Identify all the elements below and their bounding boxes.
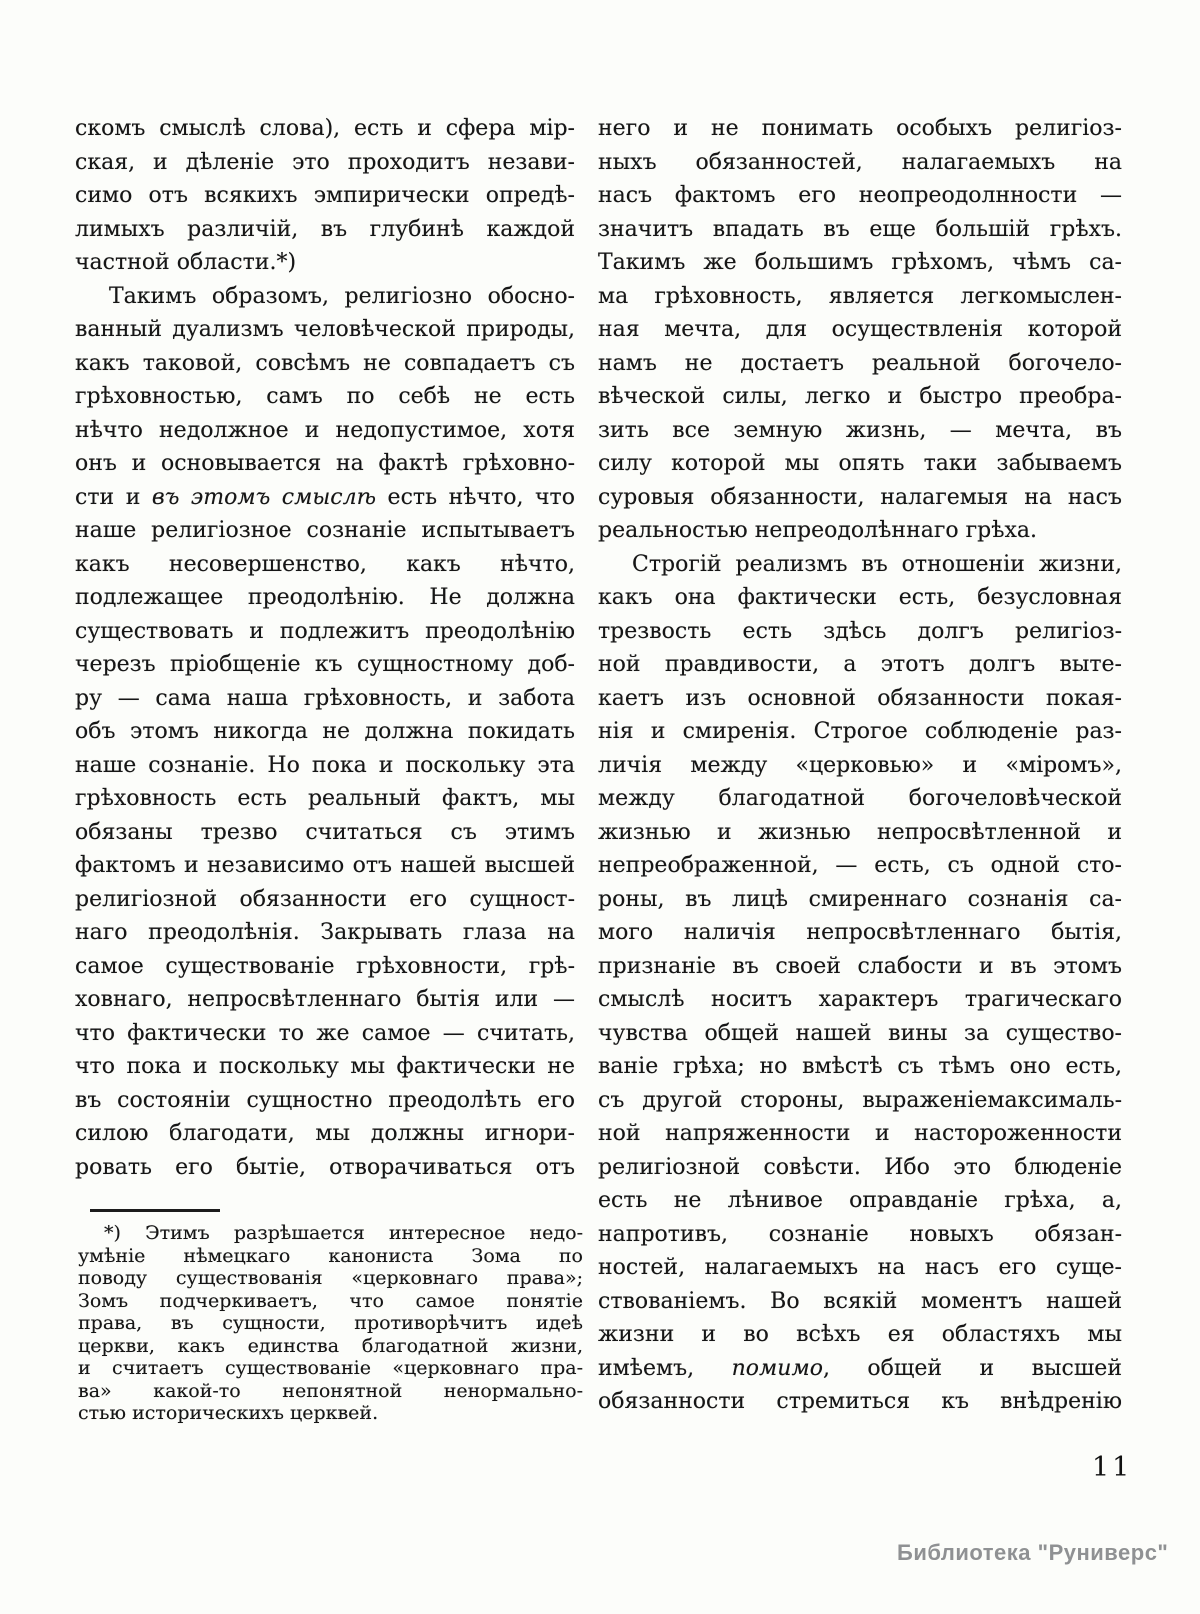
text-line: умѣніе нѣмецкаго канониста Зома по	[78, 1244, 583, 1267]
text-line: подлежащее преодолѣнію. Не должна	[75, 585, 575, 610]
text-line: роны, въ лицѣ смиреннаго сознанія са-	[598, 886, 1122, 912]
text-line: личія между «церковью» и «міромъ»,	[598, 752, 1122, 778]
text-line: реальностью непреодолѣннаго грѣха.	[598, 518, 1038, 543]
text-line: церкви, какъ единства благодатной жизни,	[78, 1334, 583, 1357]
text-line: что фактически то же самое — считать,	[75, 1020, 575, 1046]
text-line: права, въ сущности, противорѣчитъ идеѣ	[78, 1312, 583, 1334]
text-line: симо отъ всякихъ эмпирически опредѣ-	[75, 183, 575, 208]
text-line: въ состояніи сущностно преодолѣть его	[75, 1087, 575, 1113]
text-line: стью историческихъ церквей.	[78, 1402, 379, 1424]
text-line: скомъ смыслѣ слова), есть и сфера мір-	[75, 116, 575, 141]
text-line: силу которой мы опять таки забываемъ	[598, 451, 1122, 476]
text-line: частной области.*)	[75, 250, 297, 275]
text-line: религіозной совѣсти. Ибо это блюденіе	[598, 1154, 1122, 1180]
footnote-text	[78, 1222, 583, 1425]
text-line: ныхъ обязанностей, налагаемыхъ на	[598, 149, 1122, 175]
footnote-separator	[90, 1209, 220, 1212]
text-line: *) Этимъ разрѣшается интересное недо-	[104, 1222, 583, 1244]
text-line: трезвость есть здѣсь долгъ религіоз-	[598, 618, 1122, 644]
text-line: нія и смиренія. Строгое соблюденіе раз-	[598, 719, 1122, 744]
text-line: ваніе грѣха; но вмѣстѣ съ тѣмъ оно есть,	[598, 1054, 1122, 1079]
text-line: и считаетъ существованіе «церковнаго пра-	[78, 1357, 583, 1379]
text-line: мого наличія непросвѣтленнаго бытія,	[598, 920, 1122, 945]
page-number: 11	[1092, 1452, 1133, 1483]
text-line: ская, и дѣленіе это проходитъ незави-	[75, 149, 575, 175]
text-line: Строгій реализмъ въ отношеніи жизни,	[632, 551, 1122, 577]
text-line: ствованіемъ. Во всякій моментъ нашей	[598, 1288, 1122, 1314]
text-line: онъ и основывается на фактѣ грѣховно-	[75, 451, 575, 476]
text-line: нѣчто недолжное и недопустимое, хотя	[75, 417, 575, 443]
right-column-text	[598, 112, 1122, 1419]
text-line: чувства общей нашей вины за существо-	[598, 1020, 1122, 1046]
text-line: ной правдивости, а этотъ долгъ выте-	[598, 652, 1122, 677]
text-line: самое существованіе грѣховности, грѣ-	[75, 953, 575, 979]
text-line: сти и въ этомъ смыслѣ есть нѣчто, что	[75, 484, 575, 510]
text-line: религіозной обязанности его сущност-	[75, 886, 575, 912]
text-line: Зомъ подчеркиваетъ, что самое понятіе	[78, 1289, 583, 1312]
text-line: существовать и подлежитъ преодолѣнію	[75, 618, 575, 644]
text-line: обязанности стремиться къ внѣдренію	[598, 1389, 1122, 1414]
text-line: ва» какой-то непонятной ненормально-	[78, 1379, 583, 1402]
text-line: ховнаго, непросвѣтленнаго бытія или —	[75, 987, 575, 1012]
text-line: вѣческой силы, легко и быстро преобра-	[598, 384, 1122, 409]
text-line: объ этомъ никогда не должна покидать	[75, 719, 575, 744]
text-line: какъ несовершенство, какъ нѣчто,	[75, 551, 575, 577]
text-line: наше сознаніе. Но пока и поскольку эта	[75, 752, 575, 778]
text-line: смыслѣ носитъ характеръ трагическаго	[598, 987, 1122, 1012]
text-line: есть не лѣнивое оправданіе грѣха, а,	[598, 1188, 1122, 1213]
text-line: что пока и поскольку мы фактически не	[75, 1054, 575, 1079]
text-line: напротивъ, сознаніе новыхъ обязан-	[598, 1221, 1122, 1247]
left-column-text	[75, 112, 575, 1184]
text-line: ная мечта, для осуществленія которой	[598, 317, 1122, 342]
text-line: лимыхъ различій, въ глубинѣ каждой	[75, 216, 575, 242]
text-line: силою благодати, мы должны игнори-	[75, 1121, 575, 1146]
text-line: Такимъ образомъ, религіозно обосно-	[109, 283, 575, 309]
text-line: съ другой стороны, выраженіемаксималь-	[598, 1087, 1122, 1113]
text-line: Такимъ же большимъ грѣхомъ, чѣмъ са-	[598, 250, 1122, 275]
text-line: грѣховностью, самъ по себѣ не есть	[75, 384, 575, 409]
text-line: черезъ пріобщеніе къ сущностному доб-	[75, 652, 575, 677]
text-line: наше религіозное сознаніе испытываетъ	[75, 518, 575, 543]
text-line: какъ она фактически есть, безусловная	[598, 585, 1122, 610]
text-line: значитъ впадать въ еще большій грѣхъ.	[598, 216, 1122, 242]
text-line: какъ таковой, совсѣмъ не совпадаетъ съ	[75, 350, 575, 376]
text-line: обязаны трезво считаться съ этимъ	[75, 819, 575, 845]
text-line: ванный дуализмъ человѣческой природы,	[75, 317, 575, 342]
text-line: жизни и во всѣхъ ея областяхъ мы	[598, 1322, 1122, 1347]
text-line: него и не понимать особыхъ религіоз-	[598, 116, 1122, 141]
text-line: ностей, налагаемыхъ на насъ его суще-	[598, 1255, 1122, 1280]
text-line: ма грѣховность, является легкомыслен-	[598, 283, 1122, 309]
text-line: ровать его бытіе, отворачиваться отъ	[75, 1154, 575, 1180]
text-line: непреображенной, — есть, съ одной сто-	[598, 853, 1122, 878]
text-line: имѣемъ, помимо, общей и высшей	[598, 1355, 1122, 1381]
text-line: между благодатной богочеловѣческой	[598, 786, 1122, 811]
text-line: насъ фактомъ его неопреодолнности —	[598, 183, 1122, 208]
text-line: ной напряженности и настороженности	[598, 1121, 1122, 1146]
text-line: зить все земную жизнь, — мечта, въ	[598, 417, 1122, 443]
text-line: ру — сама наша грѣховность, и забота	[75, 685, 575, 711]
text-line: наго преодолѣнія. Закрывать глаза на	[75, 920, 575, 945]
text-line: суровыя обязанности, налагемыя на насъ	[598, 484, 1122, 510]
text-line: каетъ изъ основной обязанности покая-	[598, 685, 1122, 711]
text-line: поводу существованія «церковнаго права»;	[78, 1267, 583, 1289]
text-line: фактомъ и независимо отъ нашей высшей	[75, 853, 575, 878]
text-line: признаніе въ своей слабости и въ этомъ	[598, 953, 1122, 979]
text-line: намъ не достаетъ реальной богочело-	[598, 350, 1122, 376]
text-line: грѣховность есть реальный фактъ, мы	[75, 786, 575, 811]
watermark: Библиотека "Руниверс"	[897, 1540, 1169, 1565]
text-line: жизнью и жизнью непросвѣтленной и	[598, 819, 1122, 845]
